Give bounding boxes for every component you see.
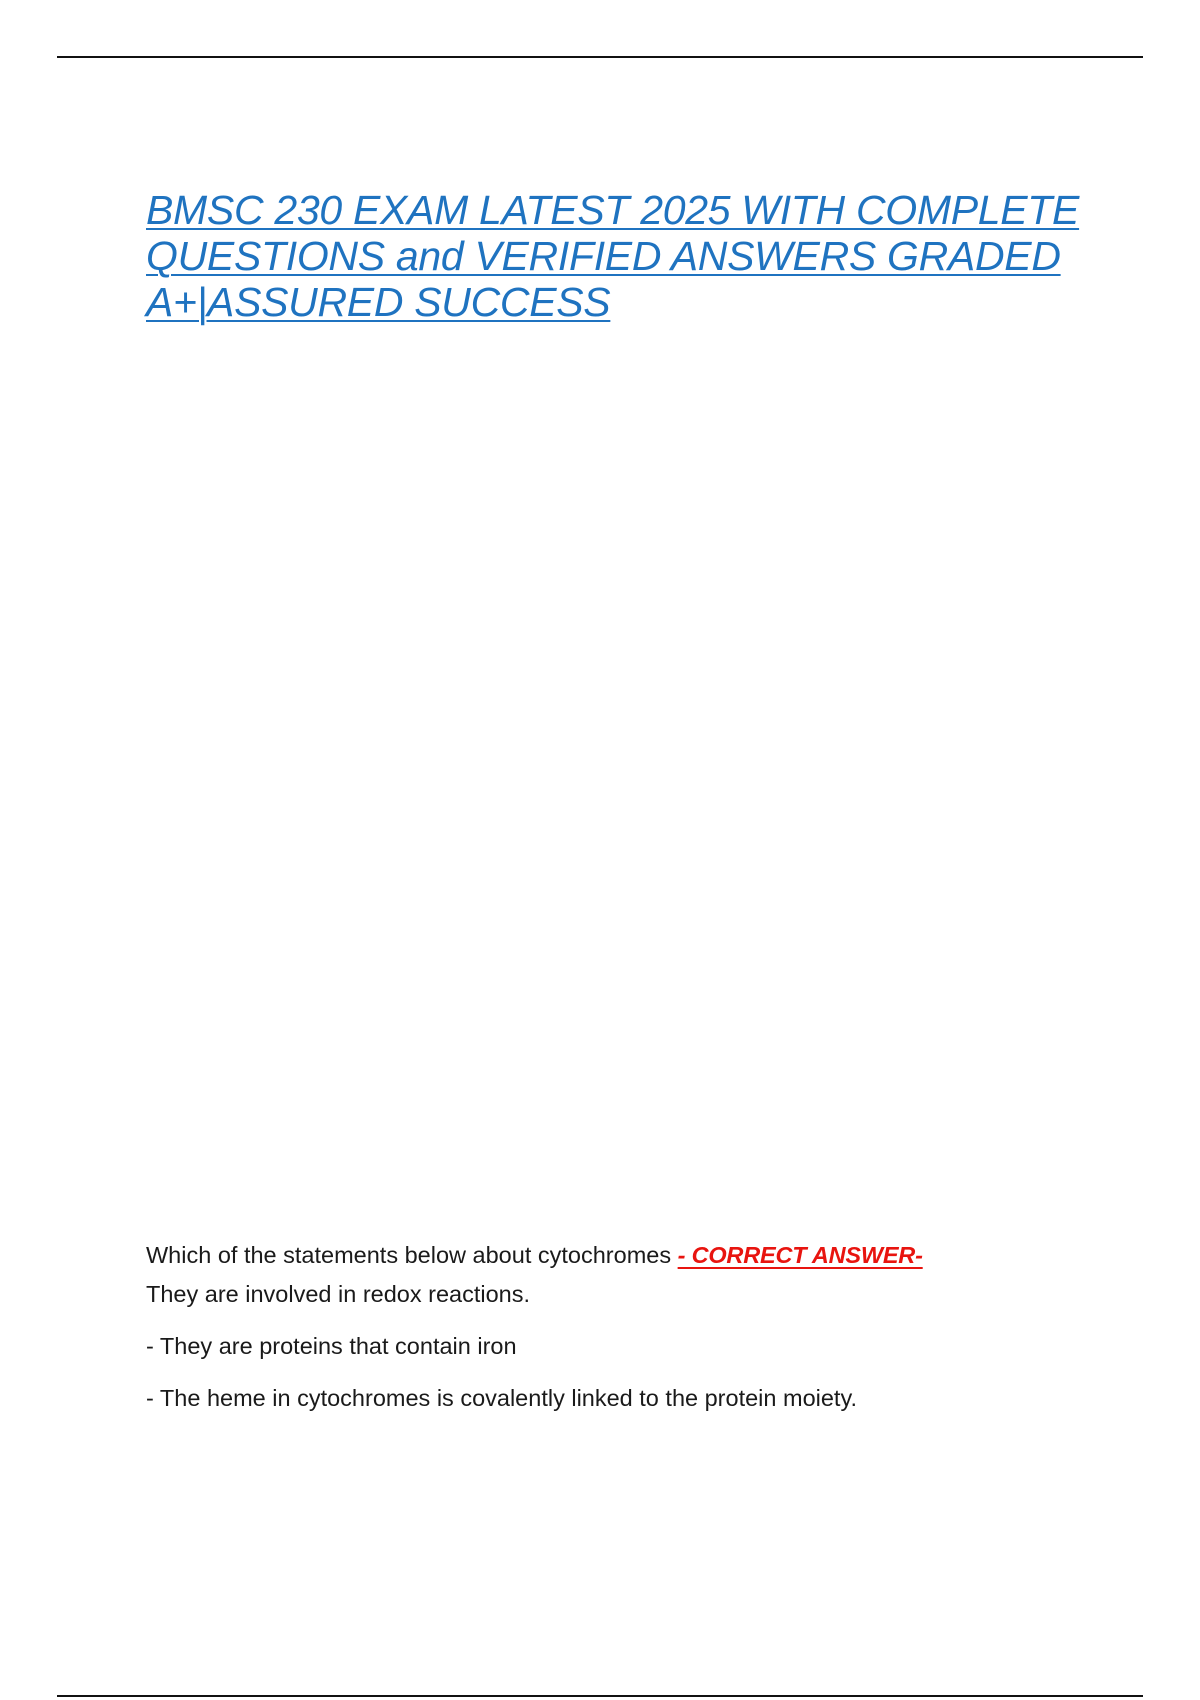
document-title: BMSC 230 EXAM LATEST 2025 WITH COMPLETE QUESTIONS and VERIFIED ANSWERS GRADED A+|ASSURED SUCCESS [146,187,1080,325]
answer-line: - They are proteins that contain iron [146,1333,517,1359]
answer-first-line: They are involved in redox reactions. [146,1281,531,1307]
qa-block [146,1236,1076,1418]
question-paragraph [146,1236,1076,1314]
top-rule [57,56,1143,58]
answer-line: - The heme in cytochromes is covalently linked to the protein moiety. [146,1385,857,1411]
correct-answer-marker: - CORRECT ANSWER- [677,1242,923,1268]
question-text: Which of the statements below about cytochromes [146,1242,672,1268]
bottom-rule [57,1695,1143,1697]
